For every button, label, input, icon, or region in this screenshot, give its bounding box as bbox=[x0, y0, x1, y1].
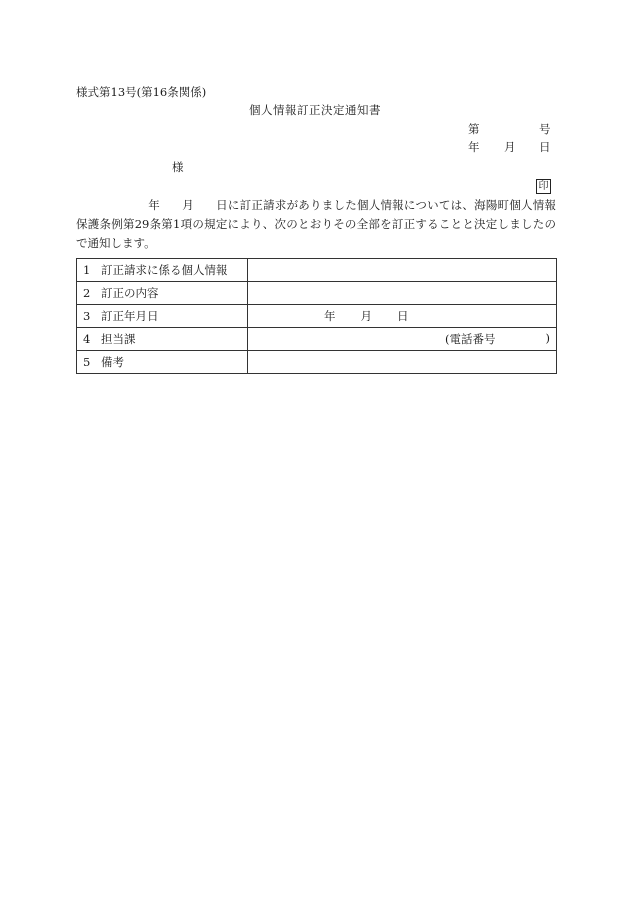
phone-label: (電話番号 bbox=[445, 332, 496, 346]
document-title: 個人情報訂正決定通知書 bbox=[249, 103, 381, 117]
doc-number-prefix: 第 bbox=[468, 122, 480, 136]
detail-table bbox=[76, 258, 557, 374]
addressee-honorific: 様 bbox=[172, 160, 184, 174]
row-number: 1 bbox=[83, 263, 91, 277]
row-value bbox=[248, 259, 557, 282]
row-value bbox=[248, 351, 557, 374]
row-label bbox=[77, 351, 248, 374]
row-label-text: 備考 bbox=[101, 355, 124, 369]
issue-date-day: 日 bbox=[539, 140, 551, 154]
row-value bbox=[248, 282, 557, 305]
notice-body bbox=[76, 196, 556, 253]
doc-number-suffix: 号 bbox=[539, 122, 551, 136]
correction-year: 年 bbox=[324, 309, 336, 323]
body-month: 月 bbox=[181, 198, 194, 212]
row-label bbox=[77, 282, 248, 305]
row-label bbox=[77, 328, 248, 351]
body-year: 年 bbox=[148, 198, 160, 212]
row-label-text: 訂正年月日 bbox=[101, 309, 159, 323]
row-label-text: 訂正請求に係る個人情報 bbox=[101, 263, 228, 277]
table-row bbox=[77, 259, 557, 282]
table-row bbox=[77, 305, 557, 328]
row-label-text: 担当課 bbox=[101, 332, 136, 346]
table-row bbox=[77, 282, 557, 305]
table-row bbox=[77, 328, 557, 351]
issue-date-month: 月 bbox=[504, 140, 516, 154]
form-number: 様式第13号(第16条関係) bbox=[76, 85, 207, 99]
row-label bbox=[77, 305, 248, 328]
row-number: 2 bbox=[83, 286, 91, 300]
table-row bbox=[77, 351, 557, 374]
row-value bbox=[248, 328, 557, 351]
issue-date-year: 年 bbox=[468, 140, 480, 154]
correction-month: 月 bbox=[360, 309, 372, 323]
row-number: 4 bbox=[83, 332, 91, 346]
row-number: 5 bbox=[83, 355, 91, 369]
row-value bbox=[248, 305, 557, 328]
seal-stamp-mark: 印 bbox=[536, 179, 551, 194]
body-text: 日に訂正請求がありました個人情報については、海陽町個人情報保護条例第29条第1項の規定により、次のとおりその全部を訂正することと決定しましたので通知します。 bbox=[76, 198, 556, 250]
row-label-text: 訂正の内容 bbox=[101, 286, 159, 300]
correction-day: 日 bbox=[397, 309, 409, 323]
phone-close: ) bbox=[545, 331, 550, 345]
row-number: 3 bbox=[83, 309, 91, 323]
row-label bbox=[77, 259, 248, 282]
